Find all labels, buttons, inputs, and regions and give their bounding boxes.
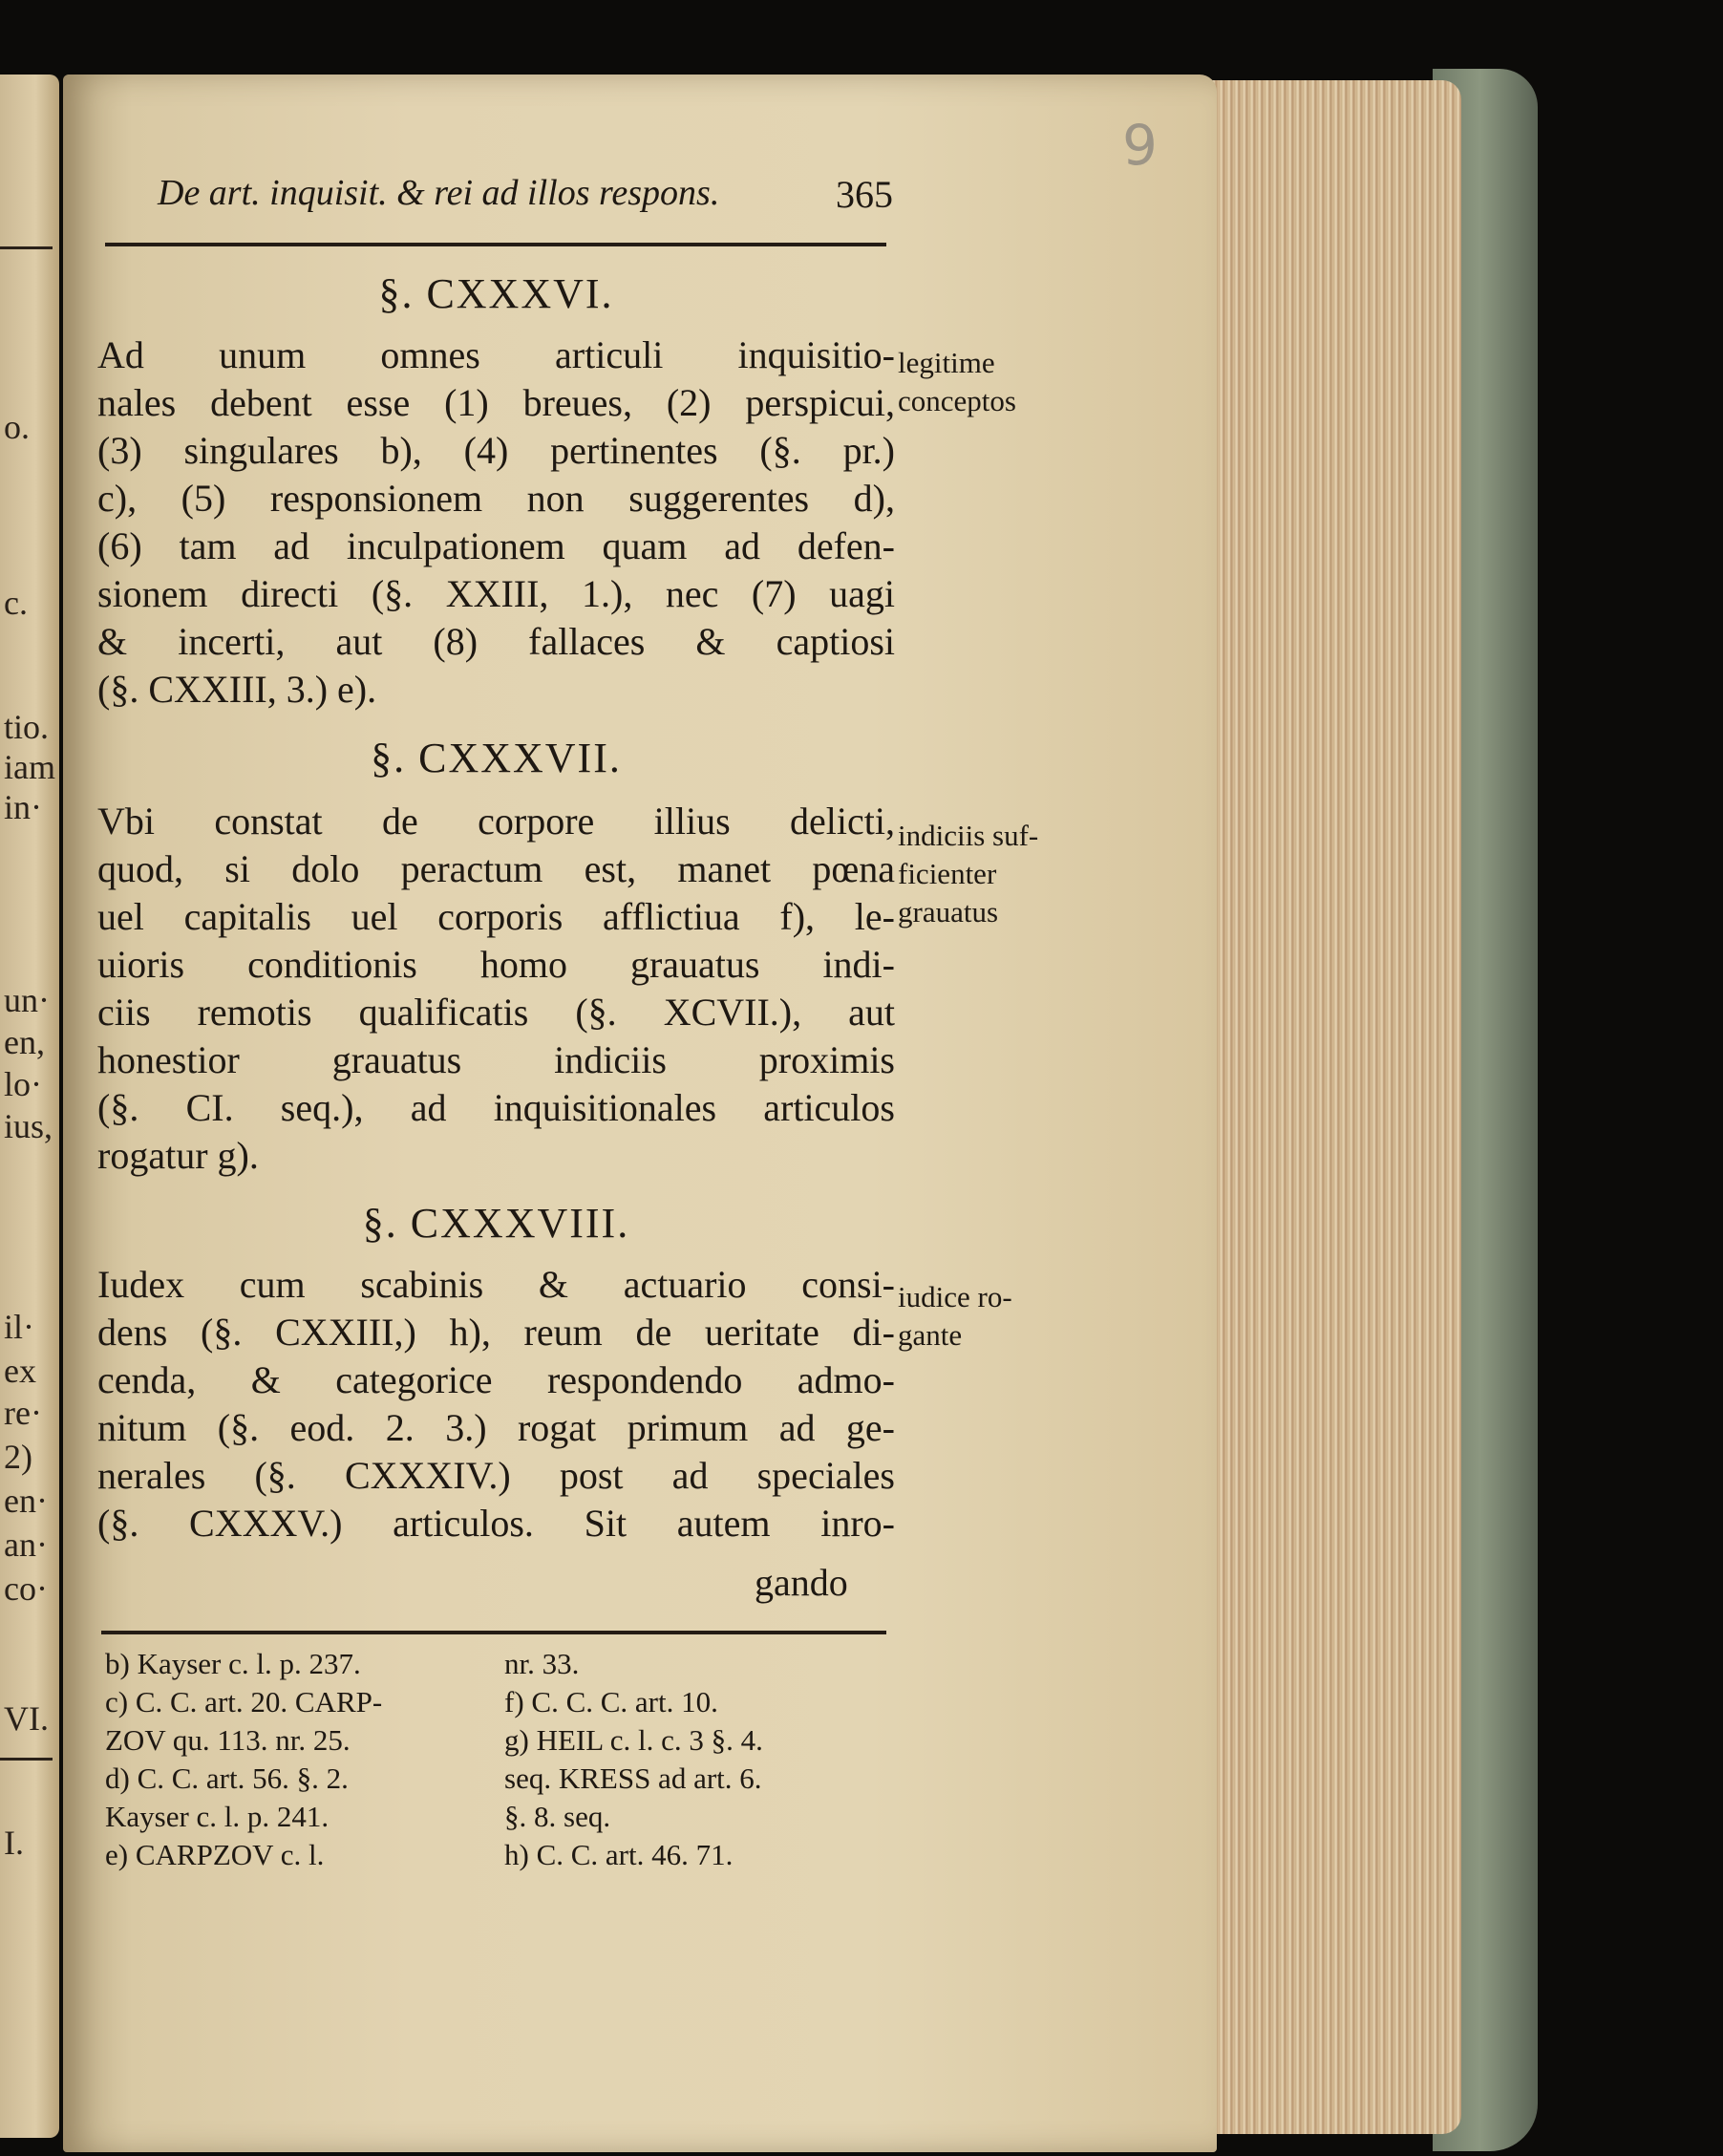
footnote-line: g) HEIL c. l. c. 3 §. 4. [504,1723,763,1757]
left-fragment: ex [4,1352,36,1390]
footnote-line: e) CARPZOV c. l. [105,1838,325,1871]
page-edges [1203,80,1461,2134]
pencil-mark: 9 [1122,113,1158,178]
text-line: Iudex cum scabinis & actuario consi- [97,1263,895,1306]
footnote-rule [101,1631,886,1634]
text-line: (§. CXXIII, 3.) e). [97,668,377,711]
left-fragment: iam [4,748,55,786]
left-page-edge [0,75,59,2138]
left-fragment: c. [4,584,28,622]
left-fragment: tio. [4,708,50,746]
running-header [158,172,893,214]
text-line: Vbi constat de corpore illius delicti, [97,800,895,843]
left-rule [0,1758,53,1761]
text-line: c), (5) responsionem non suggerentes d), [97,477,895,520]
running-title: De art. inquisit. & rei ad illos respons. [158,173,720,213]
left-fragment: un· [4,981,50,1019]
footnotes-left [105,1645,487,1874]
left-fragment: an· [4,1526,48,1564]
text-line: rogatur g). [97,1134,259,1177]
footnote-line: c) C. C. art. 20. CARP- [105,1685,383,1718]
text-line: cenda, & categorice respondendo admo- [97,1358,895,1401]
left-fragment: co· [4,1569,48,1608]
text-line: dens (§. CXXIII,) h), reum de ueritate di- [97,1311,895,1354]
text-line: (6) tam ad inculpationem quam ad defen- [97,524,895,567]
section-heading: §. CXXXVI. [378,270,614,317]
left-fragment: en, [4,1023,45,1061]
text-line: ciis remotis qualificatis (§. XCVII.), aut [97,991,895,1034]
footnote-line: Kayser c. l. p. 241. [105,1800,330,1833]
text-line: (§. CXXXV.) articulos. Sit autem inro- [97,1502,895,1545]
left-fragment: o. [4,408,30,446]
text-line: Ad unum omnes articuli inquisitio- [97,333,895,376]
marginal-line: legitime [898,346,995,379]
left-fragment: en· [4,1482,48,1520]
marginal-line: grauatus [898,895,999,929]
text-line: sionem directi (§. XXIII, 1.), nec (7) uagi [97,572,895,615]
section-body [97,1261,895,1548]
left-fragment: il· [4,1308,34,1346]
text-line: & incerti, aut (8) fallaces & captiosi [97,620,895,663]
left-fragment: in· [4,788,42,826]
marginal-note [898,344,1016,420]
footnote-line: f) C. C. C. art. 10. [504,1685,718,1718]
footnote-line: b) Kayser c. l. p. 237. [105,1647,361,1680]
left-fragment: 2) [4,1438,32,1476]
section-heading: §. CXXXVIII. [362,1200,630,1247]
text-line: (3) singulares b), (4) pertinentes (§. pr.) [97,429,895,472]
marginal-line: iudice ro- [898,1280,1012,1313]
footnote-line: §. 8. seq. [504,1800,611,1833]
marginal-line: gante [898,1318,963,1352]
left-fragment: ius, [4,1107,53,1145]
section-body [97,331,895,714]
page-number: 365 [836,173,893,216]
left-rule [0,246,53,249]
catchword: gando [755,1561,848,1604]
marginal-line: ficienter [898,857,997,890]
text-line: (§. CI. seq.), ad inquisitionales articulos [97,1086,895,1129]
left-fragment: lo· [4,1065,42,1103]
text-line: quod, si dolo peractum est, manet pœna [97,847,895,890]
text-line: honestior grauatus indiciis proximis [97,1038,895,1081]
left-fragment: VI. [4,1699,49,1738]
section-body [97,798,895,1180]
text-line: uioris conditionis homo grauatus indi- [97,943,895,986]
marginal-line: indiciis suf- [898,819,1039,852]
footnote-line: h) C. C. art. 46. 71. [504,1838,734,1871]
footnote-line: nr. 33. [504,1647,580,1680]
left-fragment: re· [4,1394,42,1432]
left-fragment: I. [4,1824,24,1862]
text-line: nitum (§. eod. 2. 3.) rogat primum ad ge- [97,1406,895,1449]
header-rule [105,243,886,246]
footnote-line: ZOV qu. 113. nr. 25. [105,1723,351,1757]
footnote-line: d) C. C. art. 56. §. 2. [105,1761,349,1795]
marginal-line: conceptos [898,384,1016,417]
text-line: nerales (§. CXXXIV.) post ad speciales [97,1454,895,1497]
text-line: uel capitalis uel corporis afflictiua f), le- [97,895,895,938]
marginal-note [898,817,1038,931]
section-heading: §. CXXXVII. [371,735,622,781]
footnote-line: seq. KRESS ad art. 6. [504,1761,762,1795]
text-line: nales debent esse (1) breues, (2) perspicui, [97,381,895,424]
marginal-note [898,1278,1012,1355]
footnotes-right [504,1645,896,1874]
